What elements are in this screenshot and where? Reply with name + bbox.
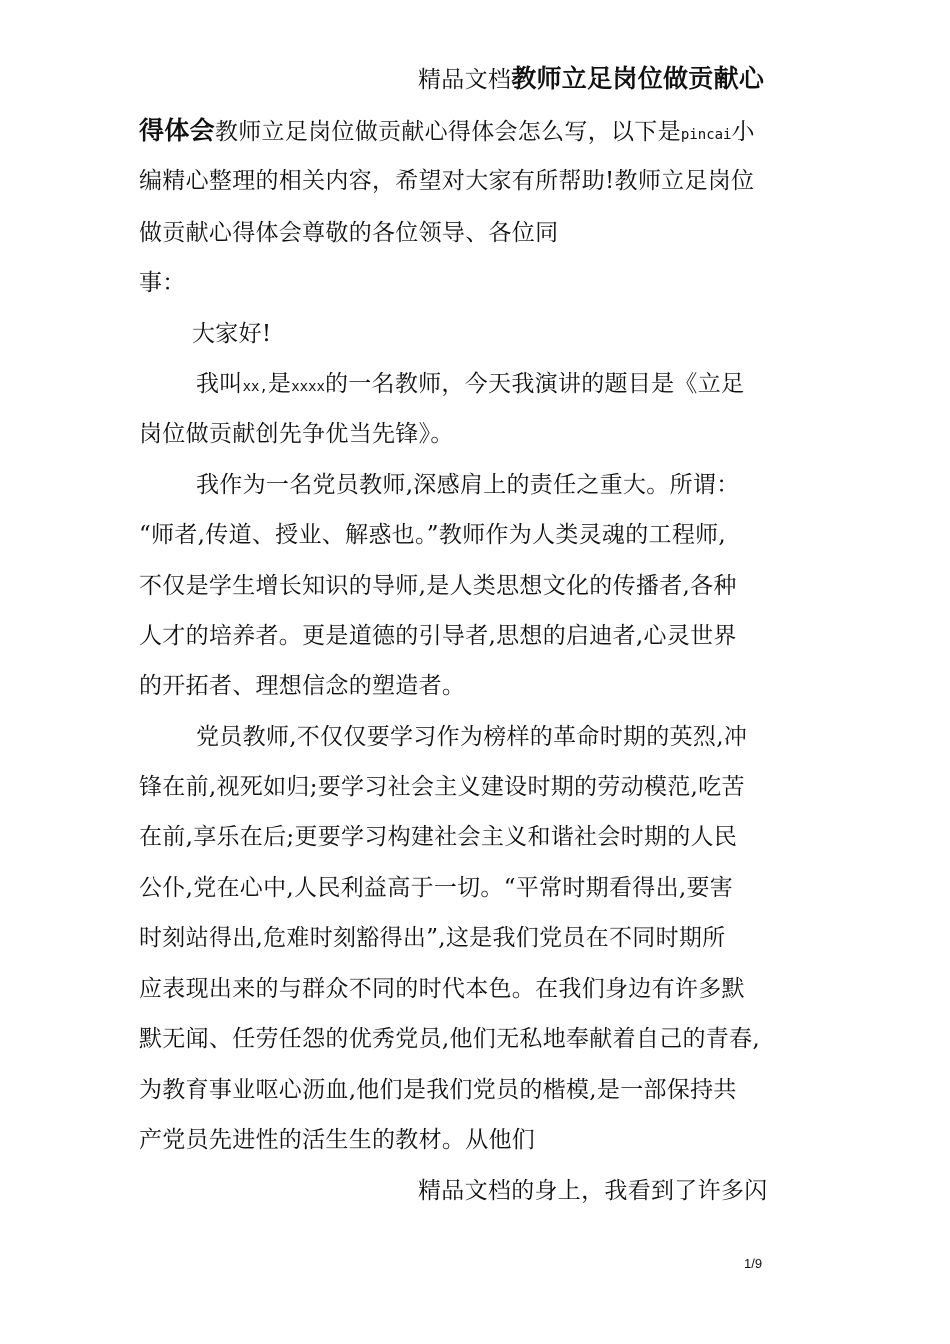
page-number: 1/9 xyxy=(744,1256,763,1271)
para2-line: 不仅是学生增长知识的导师,是人类思想文化的传播者,各种 xyxy=(139,573,737,599)
intro-text: 教师立足岗位做贡献心得体会怎么写，以下是 xyxy=(214,119,681,145)
para2-line: 人才的培养者。更是道德的引导者,思想的启迪者,心灵世界 xyxy=(139,623,737,649)
intro-line-3: 做贡献心得体会尊敬的各位领导、各位同 xyxy=(139,220,559,246)
footer-text: 的身上，我看到了许多闪 xyxy=(511,1178,768,1204)
document-title-continued: 得体会 xyxy=(139,116,215,145)
para2-line: “师者,传道、授业、解惑也。”教师作为人类灵魂的工程师, xyxy=(139,522,727,548)
para1-text: 的一名教师，今天我演讲的题目是《立足 xyxy=(324,371,745,397)
para3-line: 在前,享乐在后;更要学习构建社会主义和谐社会时期的人民 xyxy=(139,824,738,850)
para3-line: 公仆,党在心中,人民利益高于一切。“平常时期看得出,要害 xyxy=(139,875,734,901)
intro-text: 小 xyxy=(731,119,755,145)
footer-label: 精品文档 xyxy=(418,1178,512,1204)
greeting: 大家好! xyxy=(192,321,272,347)
para2-line: 我作为一名党员教师,深感肩上的责任之重大。所谓： xyxy=(196,472,740,498)
para1-line-2: 岗位做贡献创先争优当先锋》。 xyxy=(139,421,454,447)
para3-line: 产党员先进性的活生生的教材。从他们 xyxy=(139,1127,536,1153)
para3-line: 为教育事业呕心沥血,他们是我们党员的楷模,是一部保持共 xyxy=(139,1077,737,1103)
para1-text: 我叫 xyxy=(196,371,243,397)
para1-line-1 xyxy=(196,369,744,402)
para3-line: 锋在前,视死如归;要学习社会主义建设时期的劳动模范,吃苦 xyxy=(139,774,745,800)
intro-source: pincai xyxy=(680,127,732,143)
para2-line: 的开拓者、理想信念的塑造者。 xyxy=(139,673,466,699)
para3-line: 党员教师,不仅仅要学习作为榜样的革命时期的英烈,冲 xyxy=(196,724,748,750)
intro-line-2: 编精心整理的相关内容，希望对大家有所帮助!教师立足岗位 xyxy=(139,168,755,194)
para1-school: xxxx xyxy=(291,379,325,395)
para3-line: 默无闻、任劳任怨的优秀党员,他们无私地奉献着自己的青春, xyxy=(139,1026,761,1052)
footer-line xyxy=(418,1176,768,1206)
para3-line: 应表现出来的与群众不同的时代本色。在我们身边有许多默 xyxy=(139,976,745,1002)
intro-line-4: 事： xyxy=(139,270,186,296)
header-label: 精品文档 xyxy=(418,67,512,93)
intro-line-1 xyxy=(139,116,755,150)
para3-line: 时刻站得出,危难时刻豁得出”,这是我们党员在不同时期所 xyxy=(139,925,726,951)
header-line xyxy=(418,64,764,95)
document-title: 教师立足岗位做贡献心 xyxy=(511,64,765,93)
para1-name: xx, xyxy=(242,379,268,395)
para1-text: 是 xyxy=(267,371,292,397)
